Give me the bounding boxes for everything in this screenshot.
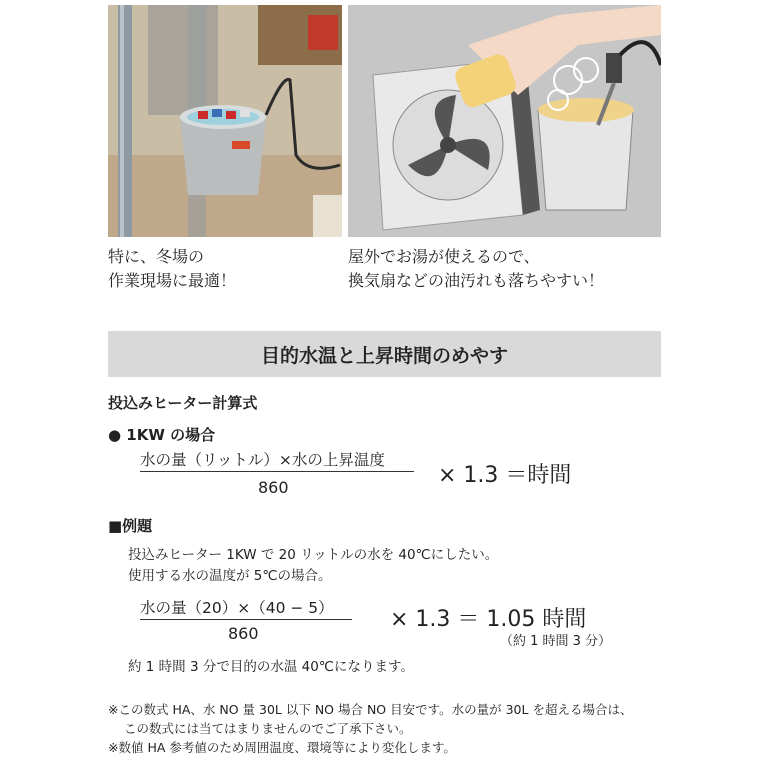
left-caption xyxy=(108,245,236,293)
formula-fraction-bar xyxy=(140,471,414,472)
formula-heading: 投込みヒーター計算式 xyxy=(108,394,258,412)
banner-title: 目的水温と上昇時間のめやす xyxy=(260,344,508,367)
example-heading: ■例題 xyxy=(108,517,153,535)
worksite-bucket-photo-graphic xyxy=(108,5,342,237)
example-result-note: （約 1 時間 3 分） xyxy=(500,634,612,649)
formula-denominator: 860 xyxy=(258,478,289,497)
note-2: ※数値 HA 参考値のため周囲温度、環境等により変化します。 xyxy=(108,740,456,755)
formula-numerator: 水の量（リットル）×水の上昇温度 xyxy=(140,451,385,469)
formula-result: × 1.3 ＝時間 xyxy=(438,463,572,488)
formula-case-label: ● 1KW の場合 xyxy=(108,426,216,444)
example-desc-line-1: 投込みヒーター 1KW で 20 リットルの水を 40℃にしたい。 xyxy=(128,547,499,563)
worksite-bucket-photo xyxy=(108,5,342,237)
fan-heater-illustration-graphic xyxy=(348,5,661,237)
right-caption xyxy=(348,245,604,293)
fan-heater-illustration xyxy=(348,5,661,237)
example-denominator: 860 xyxy=(228,624,259,643)
example-numerator: 水の量（20）×（40 − 5） xyxy=(140,599,334,617)
example-result: × 1.3 ＝ 1.05 時間 xyxy=(390,607,587,632)
example-desc-line-2: 使用する水の温度が 5℃の場合。 xyxy=(128,568,332,584)
example-fraction-bar xyxy=(140,619,352,620)
right-caption-line-2: 換気扇などの油汚れも落ちやすい！ xyxy=(348,271,605,290)
note-1-continued: この数式には当てはまりませんのでご了承下さい。 xyxy=(124,721,412,736)
section-banner xyxy=(108,331,661,377)
right-caption-line-1: 屋外でお湯が使えるので、 xyxy=(348,247,540,266)
left-caption-line-2: 作業現場に最適！ xyxy=(108,271,237,290)
left-caption-line-1: 特に、冬場の xyxy=(108,247,205,266)
note-1: ※この数式 HA、水 NO 量 30L 以下 NO 場合 NO 目安です。水の量が 30L を超える場合は、 xyxy=(108,702,633,717)
example-conclusion: 約 1 時間 3 分で目的の水温 40℃になります。 xyxy=(128,659,414,675)
